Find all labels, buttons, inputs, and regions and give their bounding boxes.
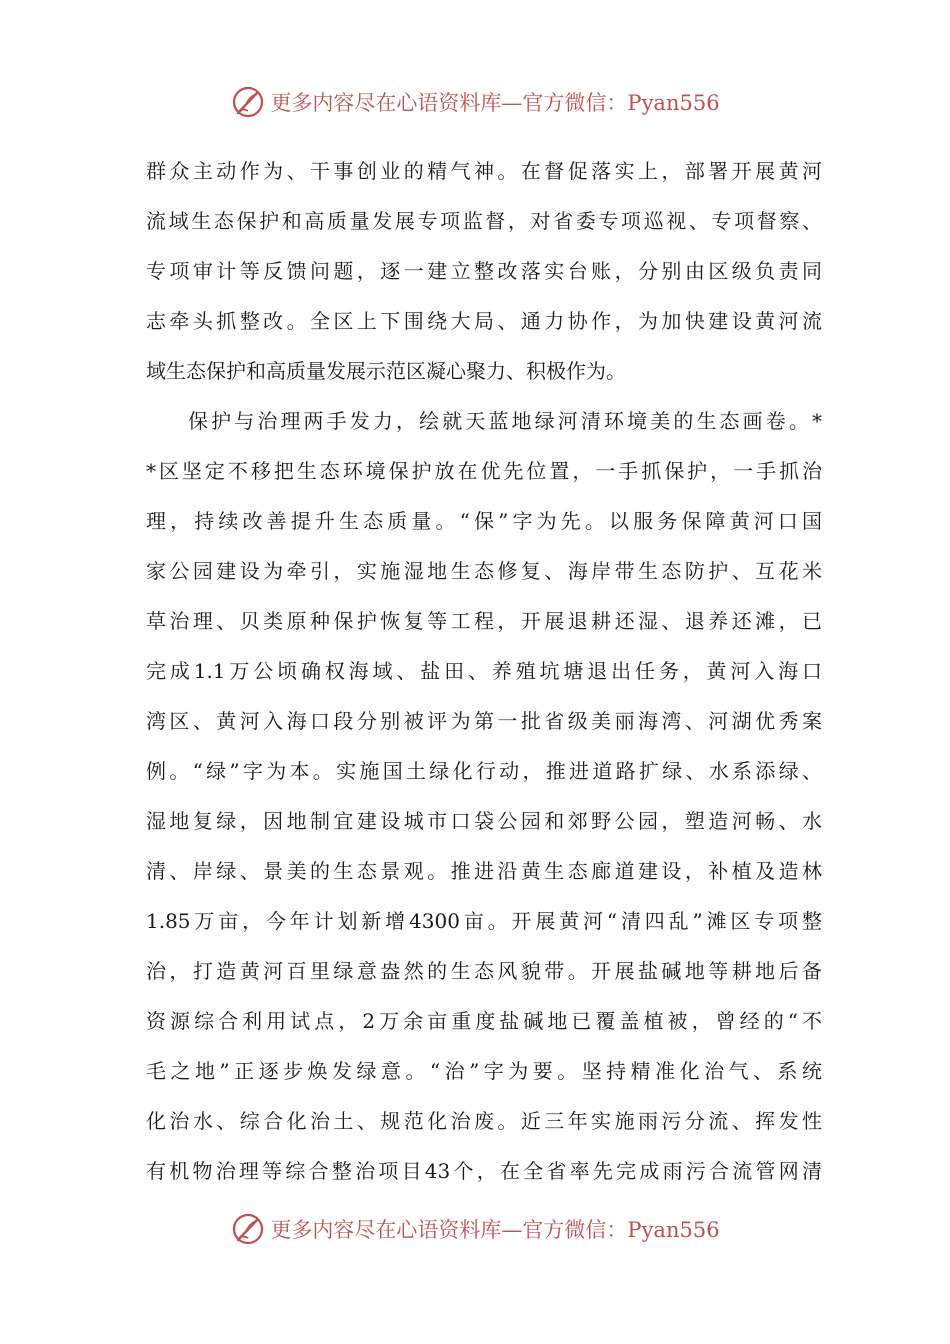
text-line: 清、岸绿、景美的生态景观。推进沿黄生态廊道建设，补植及造林 — [146, 859, 822, 883]
text-line: 群众主动作为、干事创业的精气神。在督促落实上，部署开展黄河 — [146, 159, 822, 183]
document-body — [146, 146, 822, 1196]
text-line: 1.85万亩，今年计划新增4300亩。开展黄河“清四乱”滩区专项整 — [146, 909, 822, 933]
text-line: 化治水、综合化治土、规范化治废。近三年实施雨污分流、挥发性 — [146, 1109, 822, 1133]
text-line: 理，持续改善提升生态质量。“保”字为先。以服务保障黄河口国 — [146, 509, 822, 533]
text-line: 治，打造黄河百里绿意盎然的生态风貌带。开展盐碱地等耕地后备 — [146, 959, 822, 983]
text-line: 例。“绿”字为本。实施国土绿化行动，推进道路扩绿、水系添绿、 — [146, 759, 822, 783]
text-line: 资源综合利用试点，2万余亩重度盐碱地已覆盖植被，曾经的“不 — [146, 1009, 822, 1033]
text-line: 家公园建设为牵引，实施湿地生态修复、海岸带生态防护、互花米 — [146, 559, 822, 583]
text-line: 湿地复绿，因地制宜建设城市口袋公园和郊野公园，塑造河畅、水 — [146, 809, 822, 833]
text-line: 流域生态保护和高质量发展专项监督，对省委专项巡视、专项督察、 — [146, 209, 822, 233]
paragraph-2 — [146, 396, 822, 1196]
header-watermark-banner — [0, 82, 950, 122]
text-line: 完成1.1万公顷确权海域、盐田、养殖坑塘退出任务，黄河入海口 — [146, 659, 822, 683]
text-line: 域生态保护和高质量发展示范区凝心聚力、积极作为。 — [146, 359, 626, 383]
footer-watermark-text: 更多内容尽在心语资料库—官方微信：Pyan556 — [270, 1218, 720, 1242]
footer-watermark-banner — [0, 1209, 950, 1249]
text-line: 有机物治理等综合整治项目43个，在全省率先完成雨污合流管网清 — [146, 1159, 822, 1183]
text-line: *区坚定不移把生态环境保护放在优先位置，一手抓保护，一手抓治 — [146, 459, 822, 483]
paragraph-1 — [146, 146, 822, 396]
text-line: 保护与治理两手发力，绘就天蓝地绿河清环境美的生态画卷。* — [188, 409, 822, 433]
quill-logo-icon — [230, 84, 266, 120]
text-line: 专项审计等反馈问题，逐一建立整改落实台账，分别由区级负责同 — [146, 259, 822, 283]
text-line: 草治理、贝类原种保护恢复等工程，开展退耕还湿、退养还滩，已 — [146, 609, 822, 633]
text-line: 湾区、黄河入海口段分别被评为第一批省级美丽海湾、河湖优秀案 — [146, 709, 822, 733]
header-watermark-text: 更多内容尽在心语资料库—官方微信：Pyan556 — [270, 91, 720, 115]
quill-logo-icon — [230, 1211, 266, 1247]
text-line: 志牵头抓整改。全区上下围绕大局、通力协作，为加快建设黄河流 — [146, 309, 822, 333]
text-line: 毛之地”正逐步焕发绿意。“治”字为要。坚持精准化治气、系统 — [146, 1059, 822, 1083]
